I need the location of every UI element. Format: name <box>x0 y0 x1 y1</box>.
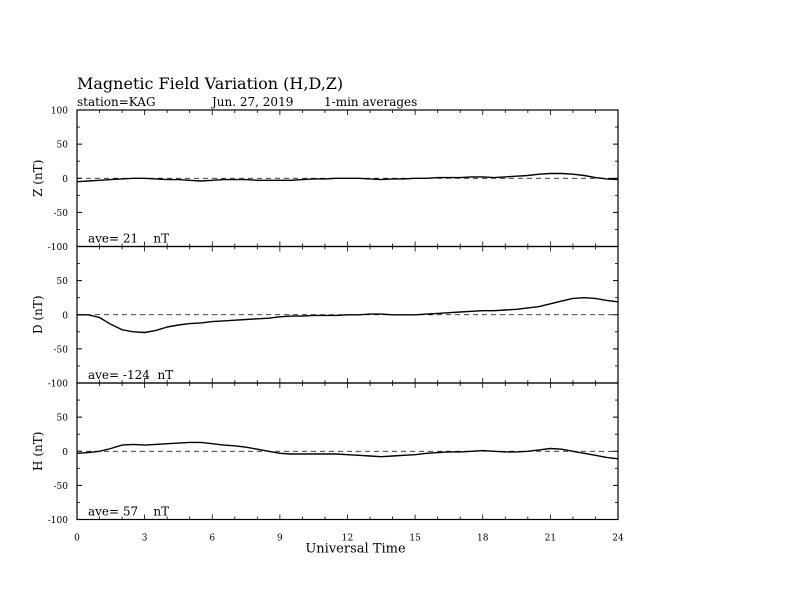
x-tick-label: 24 <box>612 533 624 544</box>
date-label: Jun. 27, 2019 <box>212 95 294 109</box>
x-tick-label: 15 <box>409 533 421 544</box>
x-tick-label: 12 <box>341 533 354 544</box>
y-axis-label-d: D (nT) <box>31 295 45 335</box>
y-tick-label-d: -100 <box>47 379 68 390</box>
ave-label-z: ave= 21 nT <box>88 231 170 246</box>
y-axis-label-h: H (nT) <box>31 431 45 471</box>
y-tick-label-z: 50 <box>56 140 68 151</box>
y-tick-label-h: 50 <box>56 413 68 424</box>
series-line-z <box>77 174 618 182</box>
y-tick-label-z: 0 <box>62 174 68 185</box>
y-tick-label-h: 0 <box>62 447 68 458</box>
y-tick-label-d: 0 <box>62 311 68 322</box>
ave-label-h: ave= 57 nT <box>88 504 170 519</box>
y-tick-label-z: -100 <box>47 243 68 253</box>
y-tick-label-d: -50 <box>53 345 68 356</box>
x-tick-label: 18 <box>477 533 489 544</box>
x-axis-label: Universal Time <box>305 541 406 557</box>
averaging-label: 1-min averages <box>324 95 418 109</box>
x-tick-label: 6 <box>209 533 216 544</box>
y-tick-label-h: -100 <box>47 516 68 526</box>
chart-title: Magnetic Field Variation (H,D,Z) <box>77 74 344 93</box>
ave-label-d: ave= -124 nT <box>88 368 174 382</box>
y-tick-label-h: -50 <box>53 481 68 492</box>
series-line-h <box>77 442 618 458</box>
y-tick-label-z: -50 <box>53 208 68 219</box>
x-tick-label: 0 <box>74 533 80 544</box>
x-tick-label: 3 <box>141 533 148 544</box>
x-tick-label: 9 <box>277 533 283 544</box>
y-axis-label-z: Z (nT) <box>31 159 45 197</box>
y-tick-label-z: 100 <box>50 106 68 117</box>
y-tick-label-d: 50 <box>56 277 68 288</box>
station-label: station=KAG <box>77 95 156 109</box>
x-tick-label: 21 <box>544 533 557 544</box>
